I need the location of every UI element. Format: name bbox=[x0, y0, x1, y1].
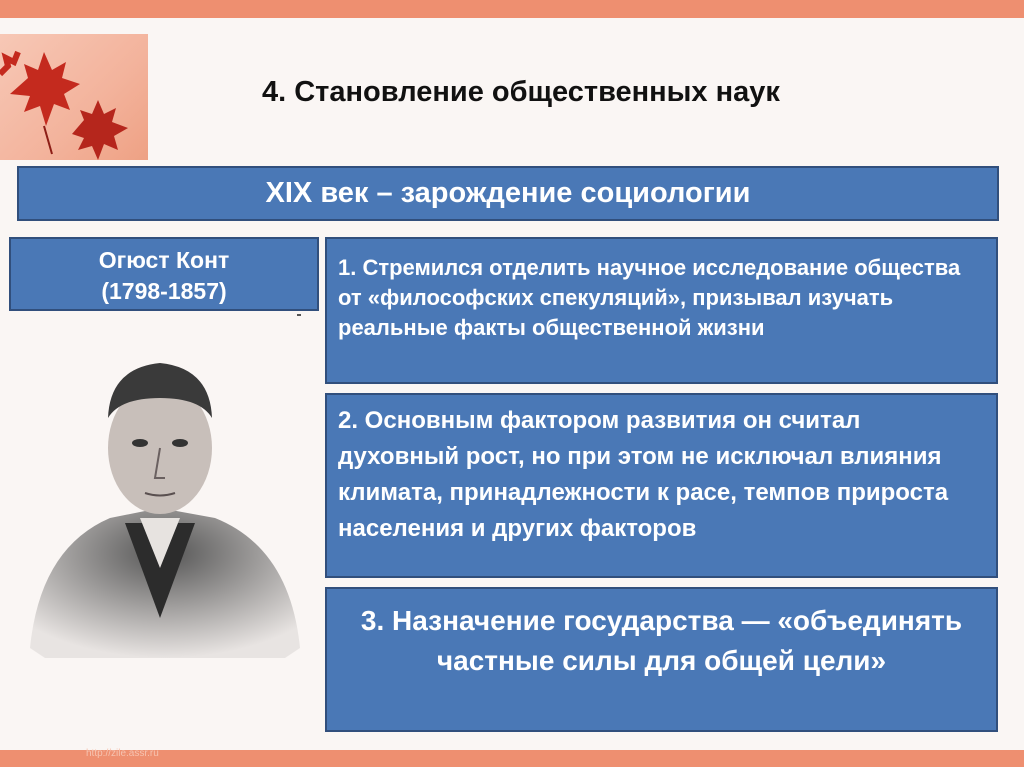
slide-title: 4. Становление общественных наук bbox=[262, 76, 780, 108]
person-name-box bbox=[9, 237, 319, 311]
divider-mark bbox=[297, 314, 301, 316]
point-2: 2. Основным фактором развития он считал духовный рост, но при этом не исключал влияния климата, принадлежности к расе, темпов прироста населения и других факторов bbox=[325, 393, 998, 578]
person-name: Огюст Конт bbox=[98, 247, 230, 273]
maple-leaves-decoration bbox=[0, 34, 148, 160]
person-years: (1798-1857) bbox=[101, 278, 227, 304]
section-header: XIX век – зарождение социологии bbox=[17, 166, 999, 221]
point-3: 3. Назначение государства — «объединять частные силы для общей цели» bbox=[325, 587, 998, 732]
portrait-image bbox=[10, 318, 315, 743]
top-accent-bar bbox=[0, 0, 1024, 18]
point-1: 1. Стремился отделить научное исследование общества от «философских спекуляций», призывал изучать реальные факты общественной жизни bbox=[325, 237, 998, 384]
maple-leaf-icon bbox=[0, 34, 148, 160]
portrait-illustration bbox=[10, 318, 315, 743]
watermark: http://zile.assr.ru bbox=[86, 748, 159, 759]
